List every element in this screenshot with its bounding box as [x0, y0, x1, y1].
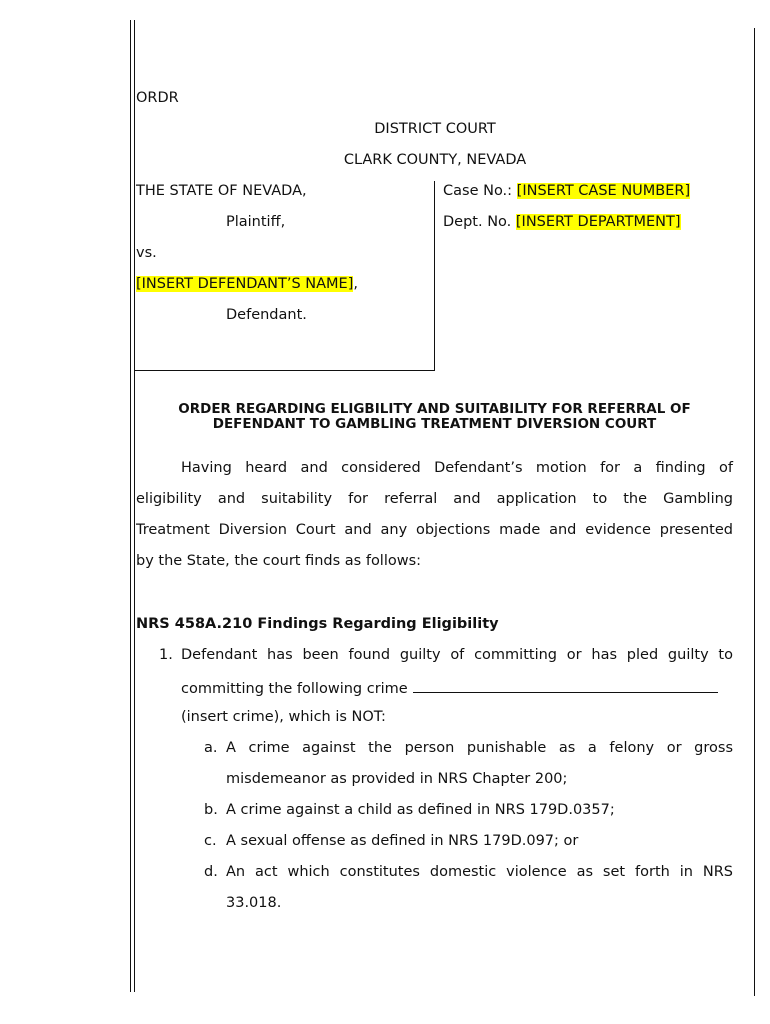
sub-item-b-letter: b. [204, 802, 218, 818]
sub-item-d-line-2: 33.018. [226, 895, 282, 911]
case-number-line [443, 183, 690, 199]
case-number-placeholder[interactable]: [INSERT CASE NUMBER] [516, 183, 691, 199]
defendant-name-placeholder[interactable]: [INSERT DEFENDANT’S NAME] [136, 276, 354, 292]
defendant-comma: , [353, 276, 358, 292]
section-heading: NRS 458A.210 Findings Regarding Eligibility [136, 616, 499, 632]
defendant-name-line [136, 276, 358, 292]
intro-line-1: Having heard and considered Defendant’s motion for a finding of [181, 460, 733, 476]
plaintiff-name: THE STATE OF NEVADA, [136, 183, 307, 199]
department-line [443, 214, 681, 230]
item-1-line-1: Defendant has been found guilty of committing or has pled guilty to [181, 647, 733, 663]
defendant-role: Defendant. [226, 307, 307, 323]
sub-item-a-line-1: A crime against the person punishable as a felony or gross [226, 740, 733, 756]
item-1-line-3: (insert crime), which is NOT: [181, 709, 386, 725]
plaintiff-role: Plaintiff, [226, 214, 286, 230]
sub-item-d-line-1: An act which constitutes domestic violence as set forth in NRS [226, 864, 733, 880]
versus: vs. [136, 245, 157, 261]
case-number-label: Case No.: [443, 183, 517, 199]
item-1-line-2-text: committing the following crime [181, 681, 408, 697]
sub-item-c-line-1: A sexual offense as defined in NRS 179D.097; or [226, 833, 579, 849]
sub-item-c-letter: c. [204, 833, 217, 849]
right-margin-rule [754, 28, 755, 996]
sub-item-b-line-1: A crime against a child as defined in NRS 179D.0357; [226, 802, 615, 818]
intro-line-4: by the State, the court finds as follows: [136, 553, 422, 569]
intro-line-3: Treatment Diversion Court and any objections made and evidence presented [136, 522, 733, 538]
item-1-number: 1. [159, 647, 173, 663]
document-code: ORDR [136, 90, 179, 106]
county-name: CLARK COUNTY, NEVADA [343, 152, 527, 168]
department-label: Dept. No. [443, 214, 516, 230]
sub-item-a-line-2: misdemeanor as provided in NRS Chapter 200; [226, 771, 568, 787]
order-title-line-1: ORDER REGARDING ELIGBILITY AND SUITABILITY FOR REFERRAL OF [178, 401, 691, 417]
department-placeholder[interactable]: [INSERT DEPARTMENT] [515, 214, 681, 230]
intro-line-2: eligibility and suitability for referral and application to the Gambling [136, 491, 733, 507]
order-title-line-2: DEFENDANT TO GAMBLING TREATMENT DIVERSION COURT [212, 416, 657, 432]
item-1-line-2 [181, 678, 718, 697]
crime-blank-line[interactable] [413, 678, 718, 693]
court-name: DISTRICT COURT [374, 121, 496, 137]
sub-item-d-letter: d. [204, 864, 218, 880]
sub-item-a-letter: a. [204, 740, 218, 756]
